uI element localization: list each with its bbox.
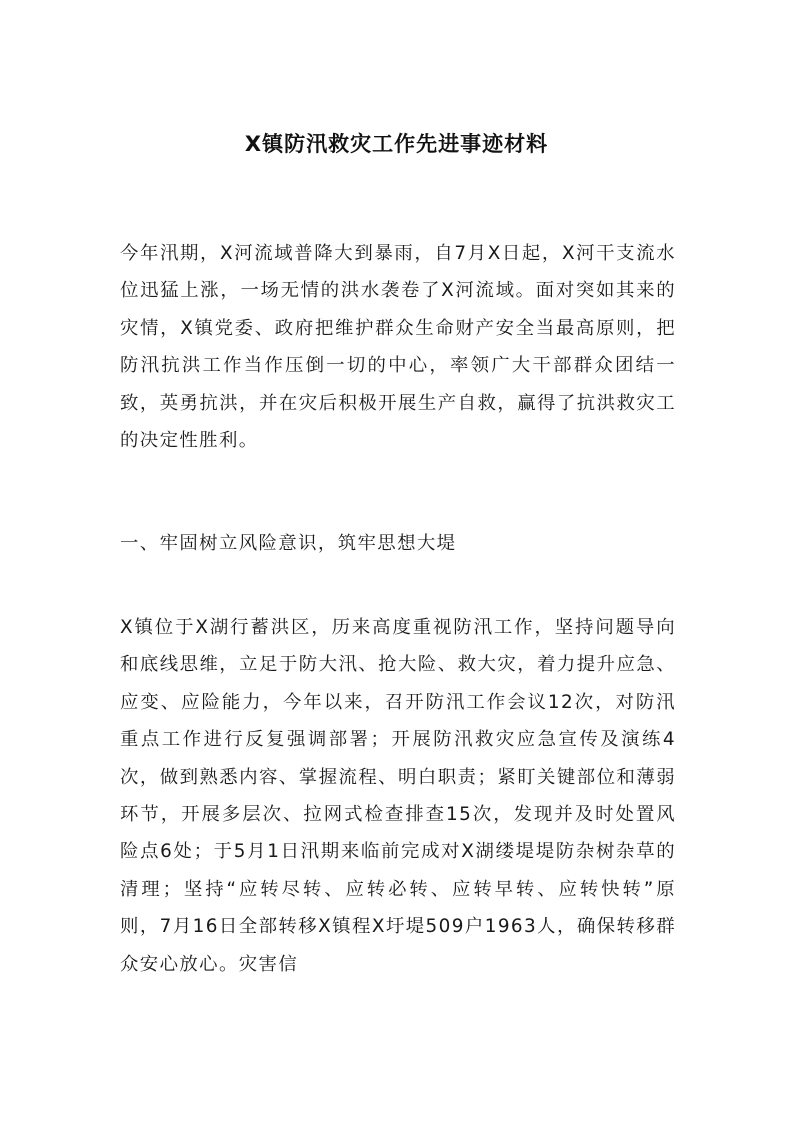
document-title: X镇防汛救灾工作先进事迹材料 xyxy=(244,132,549,156)
section-heading: 一、牢固树立风险意识，筑牢思想大堤 xyxy=(120,533,457,554)
body-paragraph: X镇位于X湖行蓄洪区，历来高度重视防汛工作，坚持问题导向和底线思维，立足于防大汛、抢大险、救大灾，着力提升应急、应变、应险能力，今年以来，召开防汛工作会议12次，对防汛重点工作进行反复强调部署；开展防汛救灾应急宣传及演练4次，做到熟悉内容、掌握流程、明白职责；紧盯关键部位和薄弱环节，开展多层次、拉网式检查排查15次，发现并及时处置风险点6处；于5月1日汛期来临前完成对X湖缕堤堤防杂树杂草的清理；坚持“应转尽转、应转必转、应转早转、应转快转”原则，7月16日全部转移X镇程X圩堤509户1963人，确保转移群众安心放心。灾害信 xyxy=(120,617,676,975)
intro-paragraph: 今年汛期，X河流域普降大到暴雨，自7月X日起，X河干支流水位迅猛上涨，一场无情的洪水袭卷了X河流域。面对突如其来的灾情，X镇党委、政府把维护群众生命财产安全当最高原则，把防汛抗洪工作当作压倒一切的中心，率领广大干部群众团结一致，英勇抗洪，并在灾后积极开展生产自救，赢得了抗洪救灾工的决定性胜利。 xyxy=(120,243,676,452)
